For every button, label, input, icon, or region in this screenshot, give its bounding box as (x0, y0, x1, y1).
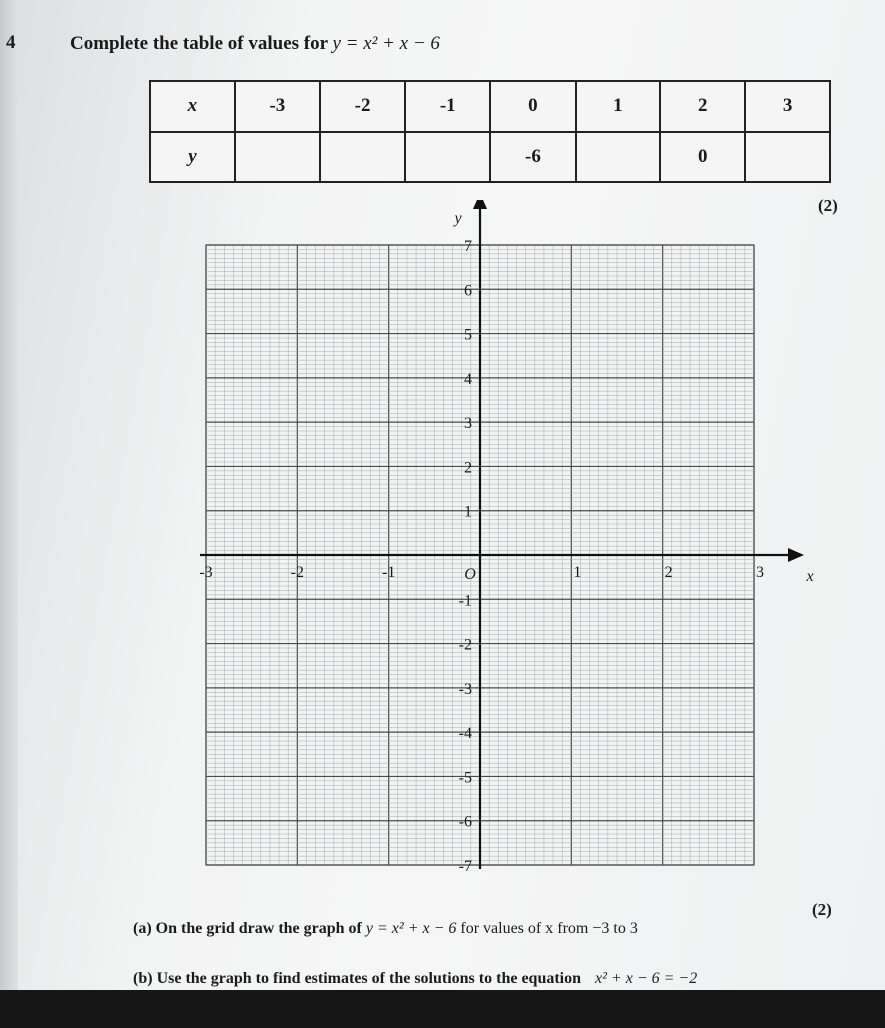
part-b-instruction: Use the graph to find estimates of the solutions to the equation (156, 970, 582, 987)
part-b-text (133, 970, 697, 988)
y-row (150, 132, 830, 183)
question-number: 4 (6, 32, 16, 53)
question-equation: y = x² + x − 6 (332, 33, 440, 54)
question-text (70, 33, 440, 55)
y-tick-label: -6 (458, 813, 472, 831)
y-axis-arrow (473, 200, 487, 209)
y-tick-label: -5 (458, 769, 472, 787)
x-cell: -2 (320, 81, 405, 132)
table-of-values (149, 80, 831, 183)
y-cell-given: 0 (660, 132, 745, 183)
part-b-equation: x² + x − 6 = −2 (595, 970, 698, 987)
x-axis-title: x (806, 568, 814, 585)
x-cell: -3 (235, 81, 320, 132)
y-axis-title: y (454, 210, 462, 227)
x-tick-label: -3 (199, 564, 213, 581)
x-row (150, 81, 830, 132)
part-a-range: for values of x from −3 to 3 (460, 920, 638, 937)
x-tick-label: 3 (756, 564, 764, 581)
screen-bezel (0, 990, 885, 1028)
part-a-text (133, 920, 638, 938)
part-a-equation: y = x² + x − 6 (365, 920, 457, 937)
part-a-label: (a) (133, 920, 152, 937)
x-cell: 2 (660, 81, 745, 132)
y-tick-label: -7 (458, 858, 472, 875)
y-tick-label: -3 (458, 680, 472, 698)
y-cell-blank[interactable] (235, 132, 320, 183)
coordinate-grid[interactable] (188, 200, 828, 890)
y-tick-label: 7 (464, 238, 472, 255)
y-tick-label: 5 (464, 326, 472, 344)
part-a-instruction: On the grid draw the graph of (155, 920, 362, 937)
x-tick-label: 2 (664, 564, 673, 581)
y-cell-blank[interactable] (745, 132, 830, 183)
y-tick-label: 6 (464, 282, 472, 300)
y-cell-blank[interactable] (405, 132, 490, 183)
y-tick-label: -2 (458, 636, 472, 654)
x-tick-label: -1 (382, 564, 396, 581)
x-cell: 0 (490, 81, 575, 132)
y-tick-label: -4 (458, 725, 472, 743)
y-header: y (150, 132, 235, 183)
x-tick-label: 1 (573, 564, 582, 581)
x-cell: 1 (576, 81, 661, 132)
x-axis-arrow (788, 548, 804, 562)
y-tick-label: -1 (458, 592, 472, 610)
y-cell-blank[interactable] (320, 132, 405, 183)
y-tick-label: 3 (464, 415, 472, 433)
table-mark: (2) (818, 196, 838, 215)
y-cell-given: -6 (490, 132, 575, 183)
x-tick-label: -2 (290, 564, 304, 581)
y-tick-label: 4 (464, 370, 472, 388)
x-header: x (150, 81, 235, 132)
x-cell: 3 (745, 81, 830, 132)
origin-label: O (464, 566, 476, 583)
part-a-mark: (2) (812, 900, 832, 919)
part-b-label: (b) (133, 970, 153, 987)
y-tick-label: 1 (464, 503, 472, 521)
x-cell: -1 (405, 81, 490, 132)
y-cell-blank[interactable] (576, 132, 661, 183)
question-prefix: Complete the table of values for (70, 33, 328, 54)
y-tick-label: 2 (464, 459, 472, 477)
page-edge-shadow (0, 0, 18, 1028)
